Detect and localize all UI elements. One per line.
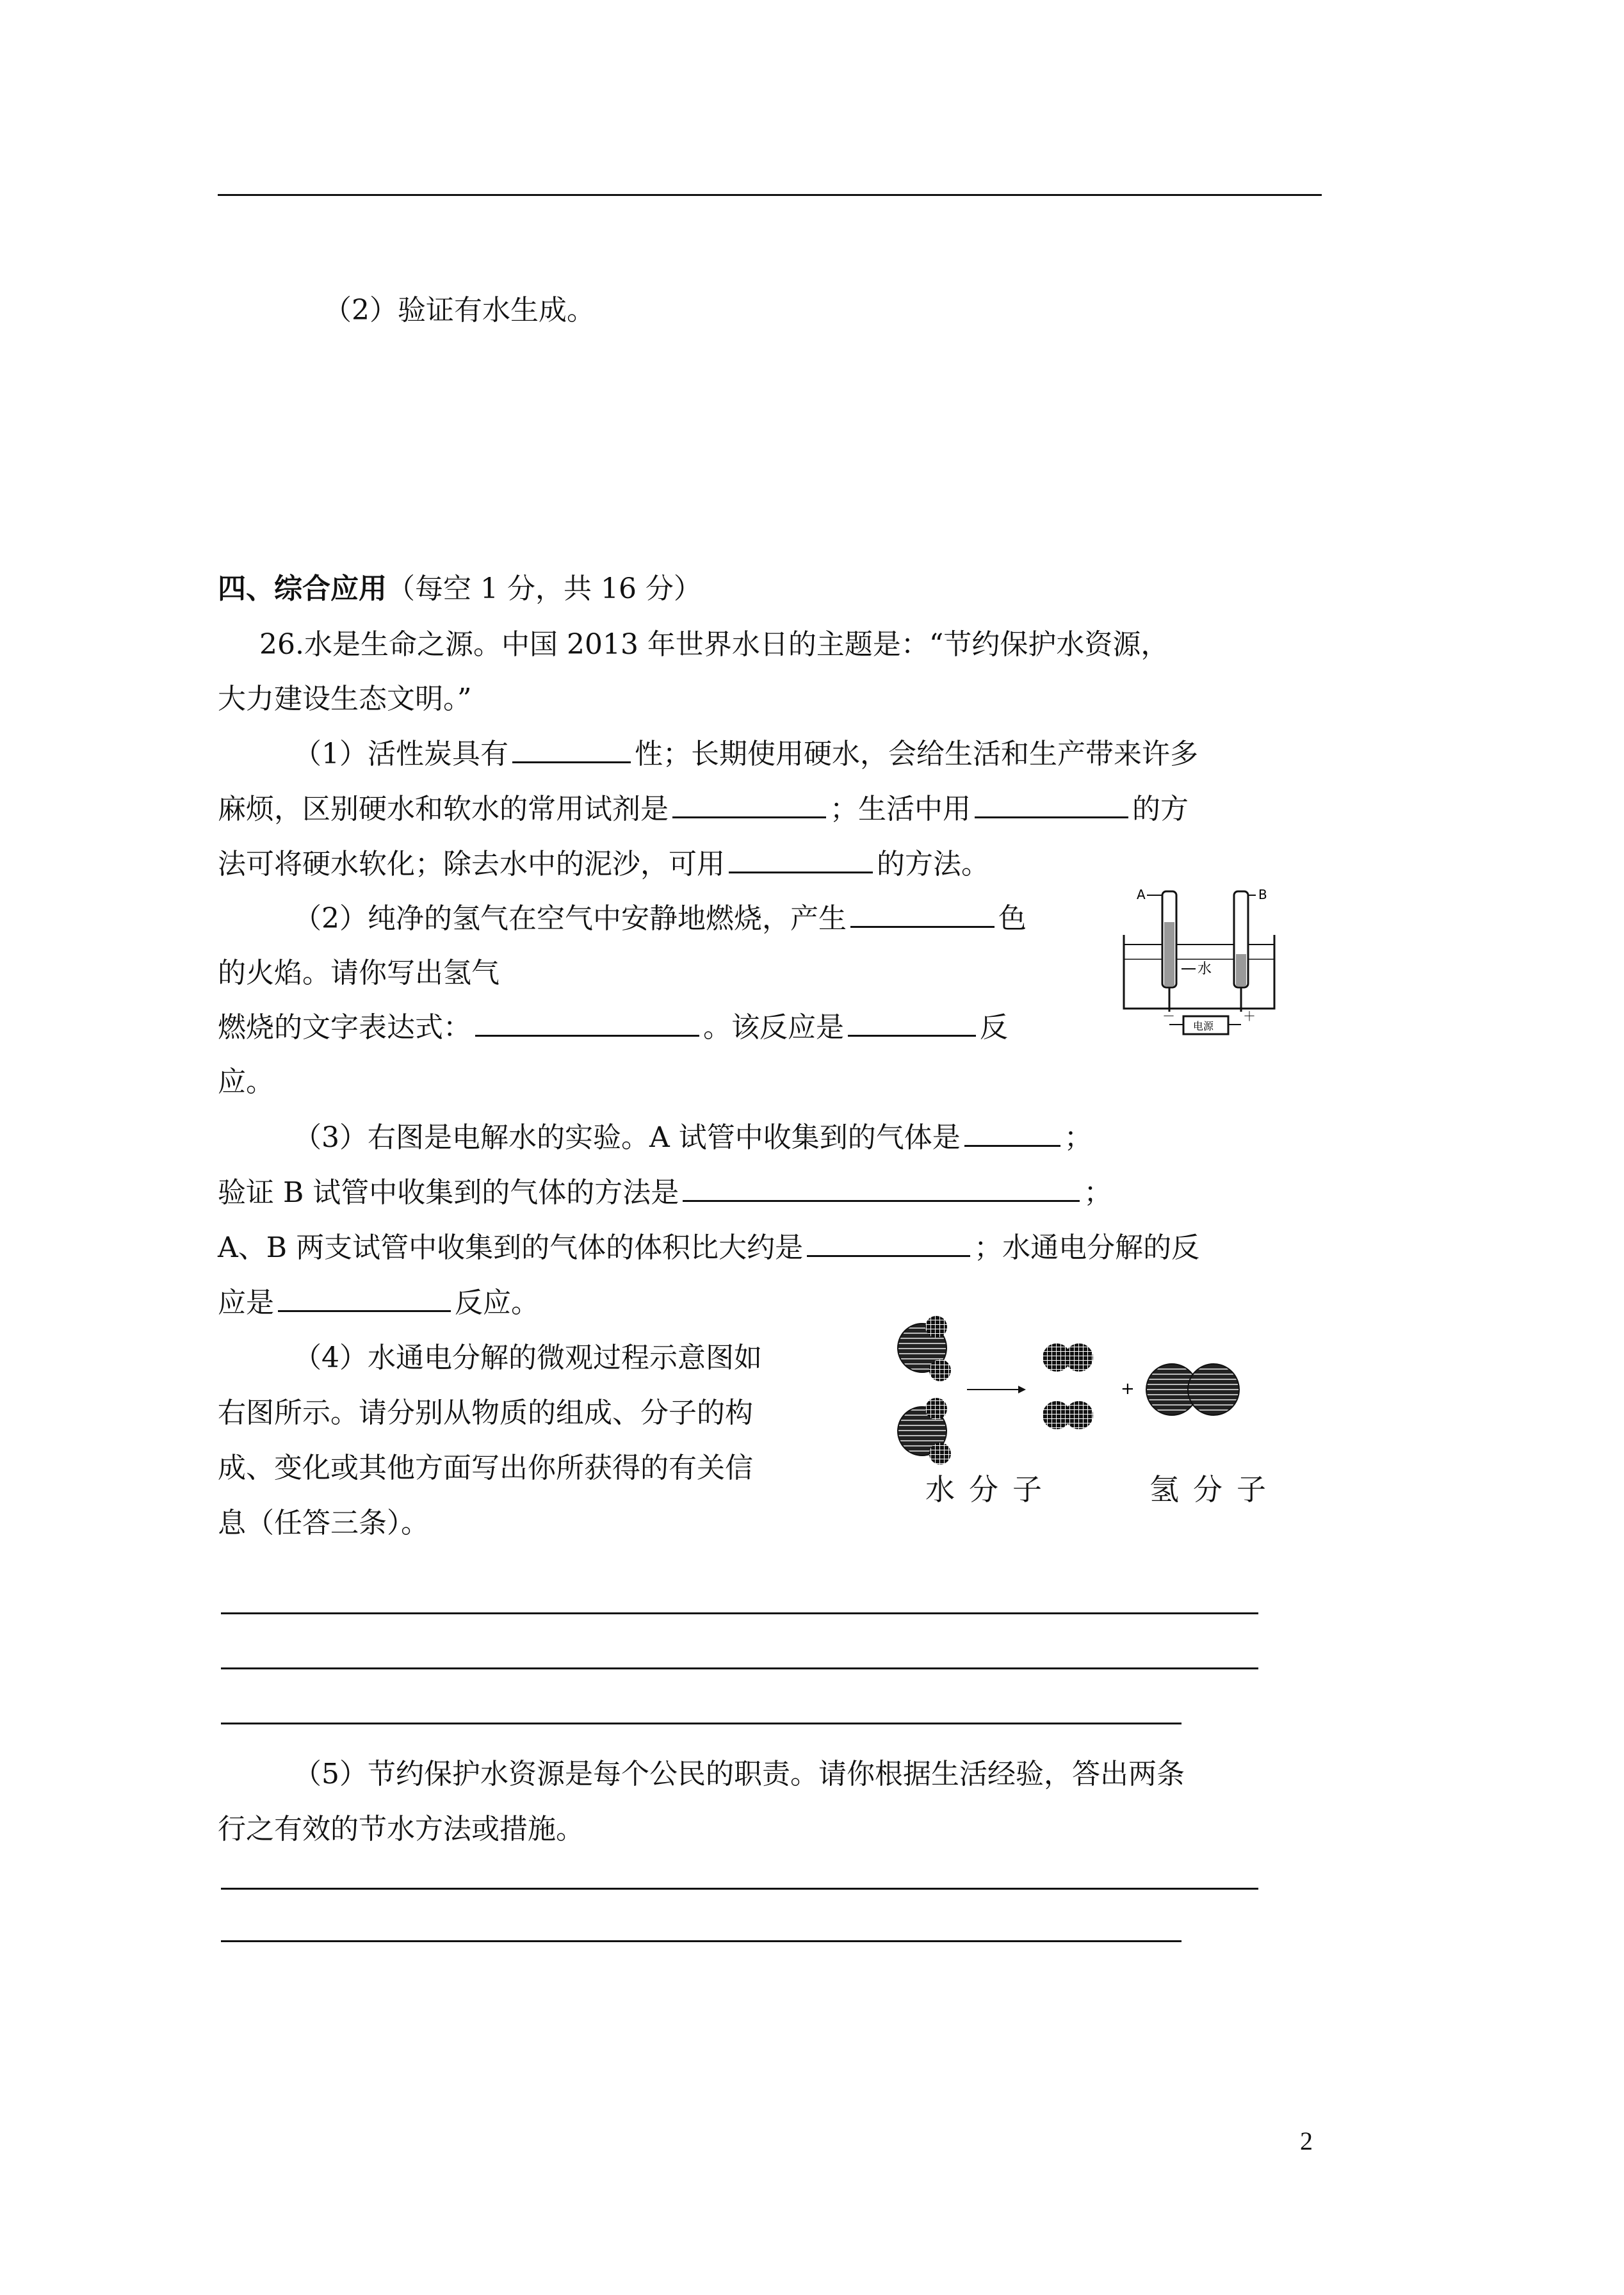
- q26-part4-line2: 右图所示。请分别从物质的组成、分子的构: [218, 1397, 753, 1429]
- header-rule: [218, 194, 1322, 196]
- q26-part1-line2: [218, 790, 1189, 829]
- text: （3）右图是电解水的实验。A 试管中收集到的气体是: [293, 1121, 961, 1154]
- q26-part5-line1: （5）节约保护水资源是每个公民的职责。请你根据生活经验，答出两条: [293, 1758, 1185, 1790]
- answer-blank[interactable]: [807, 1229, 970, 1257]
- text: 验证 B 试管中收集到的气体的方法是: [218, 1176, 679, 1209]
- power-label: 电源: [1193, 1020, 1214, 1032]
- q26-part3-line3: [218, 1229, 1199, 1267]
- text: 燃烧的文字表达式：: [218, 1011, 471, 1044]
- text: ；: [1084, 1176, 1112, 1209]
- answer-line[interactable]: [221, 1612, 1258, 1614]
- answer-blank[interactable]: [848, 1009, 976, 1037]
- section-title: 四、综合应用: [218, 572, 387, 605]
- text: 法可将硬水软化；除去水中的泥沙，可用: [218, 848, 725, 880]
- oxygen-atom: [1188, 1364, 1239, 1415]
- answer-line[interactable]: [221, 1667, 1258, 1669]
- hydrogen-atom: [925, 1316, 947, 1338]
- q26-part4-line3: 成、变化或其他方面写出你所获得的有关信: [218, 1452, 753, 1484]
- q25-part2: （2）验证有水生成。: [323, 294, 595, 327]
- water-molecule-label: 水分子: [925, 1472, 1056, 1507]
- answer-blank[interactable]: [729, 846, 873, 873]
- answer-blank[interactable]: [672, 791, 826, 818]
- text: ；生活中用: [830, 793, 971, 825]
- page-number: 2: [1300, 2127, 1313, 2155]
- plus-sign: +: [1121, 1379, 1135, 1399]
- q26-intro-line1: 26.水是生命之源。中国 2013 年世界水日的主题是：“节约保护水资源，: [259, 628, 1169, 661]
- hydrogen-atom: [1065, 1343, 1093, 1372]
- section-heading: [218, 570, 702, 608]
- q26-part2-line1: [293, 900, 1027, 938]
- q26-part2-line2: 的火焰。请你写出氢气: [218, 957, 499, 989]
- text: 反应。: [455, 1286, 539, 1319]
- label-b: B: [1258, 887, 1267, 902]
- text: 应是: [218, 1286, 274, 1319]
- text: 。该反应是: [703, 1011, 844, 1044]
- molecule-diagram: [884, 1300, 1294, 1492]
- text: 麻烦，区别硬水和软水的常用试剂是: [218, 793, 669, 825]
- plus-label: ＋: [1243, 1009, 1256, 1024]
- q26-part1-line1: [293, 735, 1198, 774]
- q26-part2-line4: 应。: [218, 1066, 274, 1098]
- text: 的方: [1132, 793, 1189, 825]
- answer-blank[interactable]: [512, 736, 631, 763]
- water-label: 水: [1198, 961, 1212, 977]
- answer-line[interactable]: [221, 1940, 1181, 1942]
- answer-blank[interactable]: [975, 791, 1128, 818]
- q26-part3-line1: [293, 1119, 1092, 1157]
- answer-blank[interactable]: [475, 1009, 699, 1037]
- hydrogen-atom: [929, 1359, 951, 1381]
- answer-blank[interactable]: [964, 1119, 1060, 1147]
- q26-part3-line2: [218, 1174, 1112, 1212]
- q26-part3-line4: [218, 1284, 539, 1322]
- answer-line[interactable]: [221, 1888, 1258, 1890]
- hydrogen-atom: [1065, 1401, 1093, 1429]
- text: （1）活性炭具有: [293, 738, 508, 770]
- q26-intro-line2: 大力建设生态文明。”: [218, 683, 472, 715]
- section-note: （每空 1 分，共 16 分）: [387, 572, 702, 605]
- text: A、B 两支试管中收集到的气体的体积比大约是: [218, 1231, 804, 1264]
- hydrogen-atom: [925, 1398, 947, 1420]
- text: ；: [1064, 1121, 1092, 1154]
- electrolysis-diagram: [1117, 884, 1284, 1050]
- answer-blank[interactable]: [850, 900, 995, 928]
- answer-blank[interactable]: [278, 1285, 451, 1312]
- hydrogen-molecule-label: 氢分子: [1149, 1472, 1280, 1507]
- label-a: A: [1137, 887, 1146, 902]
- text: 的方法。: [877, 848, 989, 880]
- minus-label: －: [1162, 1009, 1175, 1024]
- hydrogen-atom: [929, 1443, 951, 1464]
- q26-part5-line2: 行之有效的节水方法或措施。: [218, 1813, 584, 1845]
- text: 色: [998, 902, 1027, 935]
- text: ；水通电分解的反: [974, 1231, 1200, 1264]
- q26-part1-line3: [218, 845, 989, 884]
- text: 反: [980, 1011, 1008, 1044]
- text: 性；长期使用硬水，会给生活和生产带来许多: [635, 738, 1198, 770]
- answer-blank[interactable]: [683, 1174, 1080, 1202]
- q26-part2-line3: [218, 1009, 1008, 1047]
- q26-part4-line1: （4）水通电分解的微观过程示意图如: [293, 1342, 762, 1374]
- answer-line[interactable]: [221, 1723, 1181, 1724]
- q26-part4-line4: 息（任答三条）。: [218, 1507, 429, 1539]
- text: （2）纯净的氢气在空气中安静地燃烧，产生: [293, 902, 847, 935]
